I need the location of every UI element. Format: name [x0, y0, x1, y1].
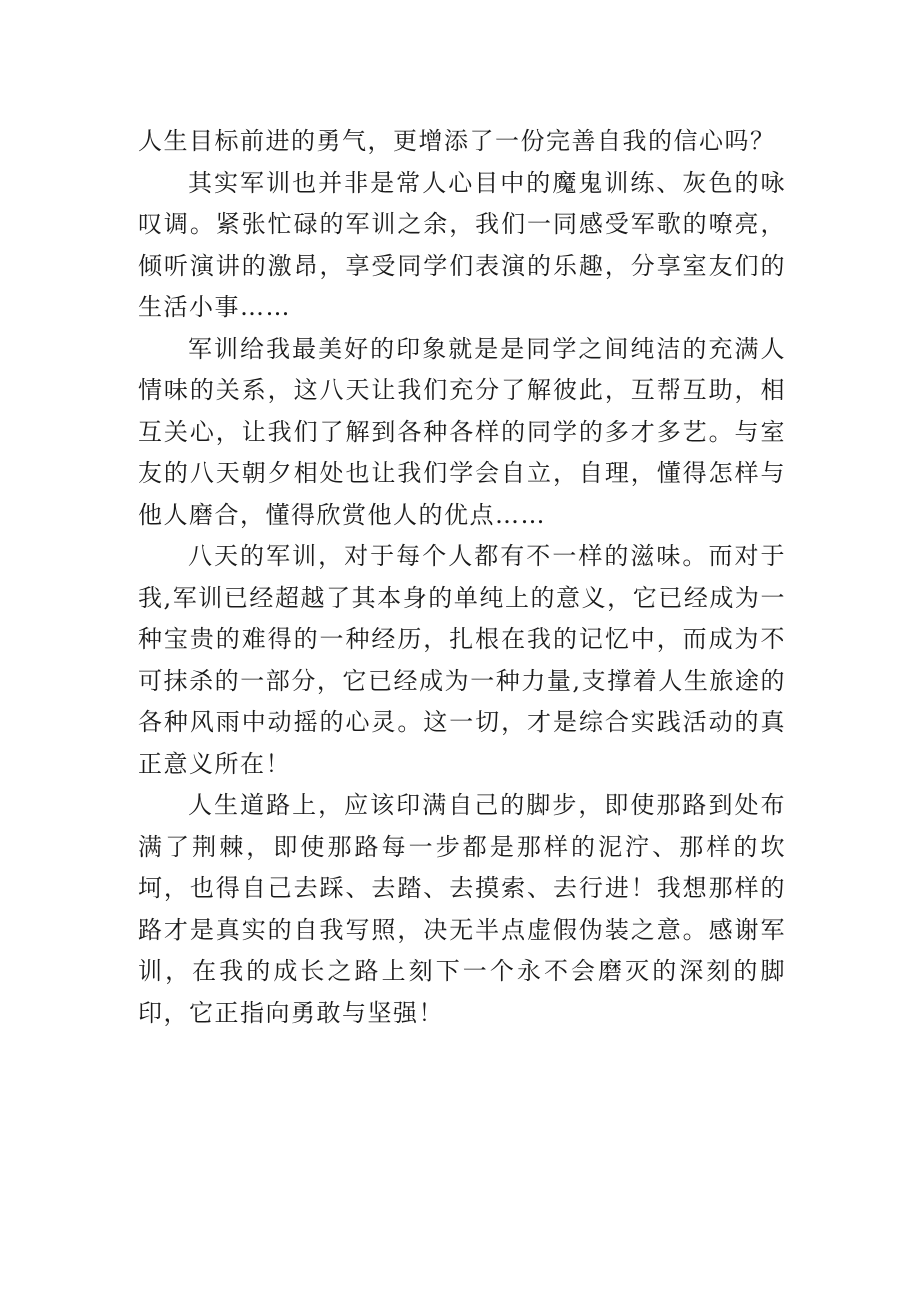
paragraph-eight-days-meaning: 八天的军训，对于每个人都有不一样的滋味。而对于我,军训已经超越了其本身的单纯上的意义，它已经成为一种宝贵的难得的一种经历，扎根在我的记忆中，而成为不可抹杀的一部分，它已经成为一种力量,支撑着人生旅途的各种风雨中动摇的心灵。这一切，才是综合实践活动的真正意义所在！	[138, 542, 786, 778]
document-body	[138, 121, 786, 1034]
paragraph-life-road: 人生道路上，应该印满自己的脚步，即使那路到处布满了荆棘，即使那路每一步都是那样的泥泞、那样的坎坷，也得自己去踩、去踏、去摸索、去行进！我想那样的路才是真实的自我写照，决无半点虚假伪装之意。感谢军训，在我的成长之路上刻下一个永不会磨灭的深刻的脚印，它正指向勇敢与坚强！	[138, 791, 786, 1027]
paragraph-continued: 人生目标前进的勇气，更增添了一份完善自我的信心吗？	[138, 127, 776, 155]
paragraph-classmates-relationship: 军训给我最美好的印象就是是同学之间纯洁的充满人情味的关系，这八天让我们充分了解彼此，互帮互助，相互关心，让我们了解到各种各样的同学的多才多艺。与室友的八天朝夕相处也让我们学会自立，自理，懂得怎样与他人磨合，懂得欣赏他人的优点……	[138, 334, 786, 529]
paragraph-military-training-not-devil: 其实军训也并非是常人心目中的魔鬼训练、灰色的咏叹调。紧张忙碌的军训之余，我们一同感受军歌的嘹亮，倾听演讲的激昂，享受同学们表演的乐趣，分享室友们的生活小事……	[138, 168, 786, 321]
